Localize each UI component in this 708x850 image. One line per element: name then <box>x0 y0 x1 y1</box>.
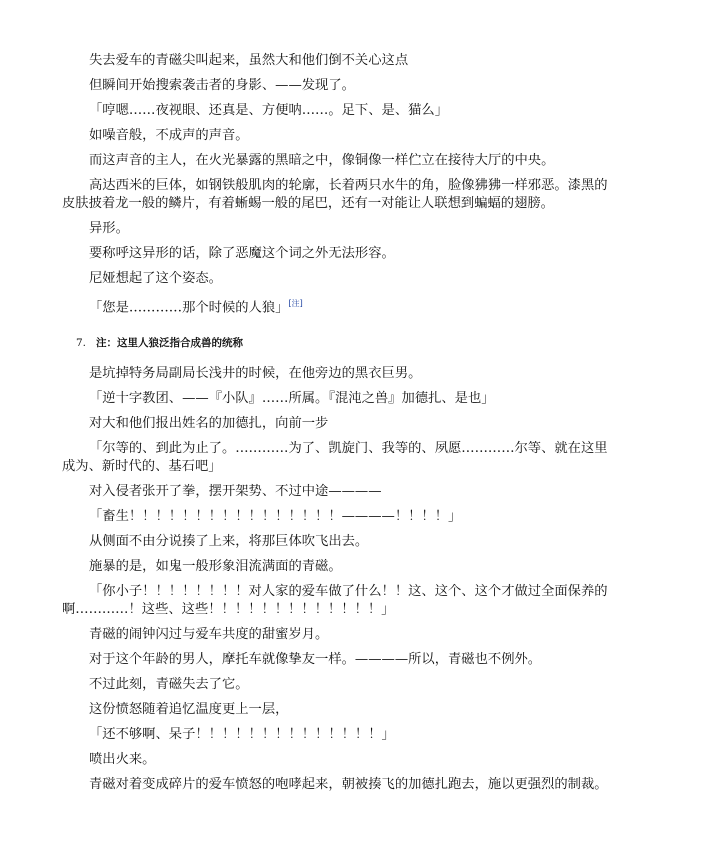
paragraph: 要称呼这异形的话，除了恶魔这个词之外无法形容。 <box>89 246 395 261</box>
paragraph: 「畜生！！！！！！！！！！！！！！！！————！！！！」 <box>89 509 462 525</box>
paragraph: 是坑掉特务局副局长浅井的时候，在他旁边的黑衣巨男。 <box>89 366 422 382</box>
paragraph: 喷出火来。 <box>89 752 156 768</box>
paragraph: 但瞬间开始搜索袭击者的身影、——发现了。 <box>89 78 355 93</box>
paragraph: 从侧面不由分说揍了上来，将那巨体吹飞出去。 <box>89 534 369 550</box>
paragraph: 「还不够啊、呆子！！！！！！！！！！！！！！」 <box>89 727 395 743</box>
paragraph: 对于这个年龄的男人，摩托车就像挚友一样。————所以，青磁也不例外。 <box>89 652 542 668</box>
paragraph: 施暴的是，如鬼一般形象泪流满面的青磁。 <box>89 559 342 575</box>
paragraph: 「逆十字教团、——『小队』……所属。『混沌之兽』加德扎、是也」 <box>89 391 495 407</box>
paragraph: 「哼嗯……夜视眼、还真是、方便呐……。足下、是、猫么」 <box>89 103 449 118</box>
paragraph: 异形。 <box>89 221 129 236</box>
paragraph: 如噪音般，不成声的声音。 <box>89 128 249 143</box>
paragraph: 尼娅想起了这个姿态。 <box>89 271 222 286</box>
paragraph: 高达西米的巨体，如钢铁般肌肉的轮廓，长着两只水牛的角，脸像狒狒一样邪恶。漆黑的皮肤披着龙一般的鳞片，有着蜥蜴一般的尾巴，还有一对能让人联想到蝙蝠的翅膀。 <box>62 178 608 211</box>
footnote <box>76 335 610 351</box>
paragraph: 这份愤怒随着追忆温度更上一层， <box>89 702 289 718</box>
paragraph: 对大和他们报出姓名的加德扎，向前一步 <box>89 416 329 432</box>
paragraph: 青磁的闹钟闪过与爱车共度的甜蜜岁月。 <box>89 627 329 643</box>
paragraph: 对入侵者张开了拳，摆开架势、不过中途———— <box>89 484 382 500</box>
document-body <box>62 52 610 801</box>
paragraph-text: 「您是…………那个时候的人狼」 <box>89 300 289 316</box>
footnote-reference-link[interactable]: [注] <box>288 299 303 308</box>
footnote-text: 注：这里人狼泛指合成兽的统称 <box>96 337 243 350</box>
paragraph: 失去爱车的青磁尖叫起来，虽然大和他们倒不关心这点 <box>89 53 409 68</box>
paragraph: 「你小子！！！！！！！！对人家的爱车做了什么！！这、这个、这个才做过全面保养的啊…………！这些、这些！！！！！！！！！！！！！」 <box>62 584 608 618</box>
footnote-number: 7. <box>76 337 87 350</box>
paragraph: 青磁对着变成碎片的爱车愤怒的咆哮起来，朝被揍飞的加德扎跑去，施以更强烈的制裁。 <box>89 777 608 793</box>
paragraph: 不过此刻，青磁失去了它。 <box>89 677 249 693</box>
paragraph: 「尔等的、到此为止了。…………为了、凯旋门、我等的、夙愿…………尔等、就在这里成为、新时代的、基石吧」 <box>62 441 608 475</box>
paragraph-with-note <box>62 295 610 317</box>
paragraph: 而这声音的主人，在火光暴露的黑暗之中，像铜像一样伫立在接待大厅的中央。 <box>89 153 555 168</box>
